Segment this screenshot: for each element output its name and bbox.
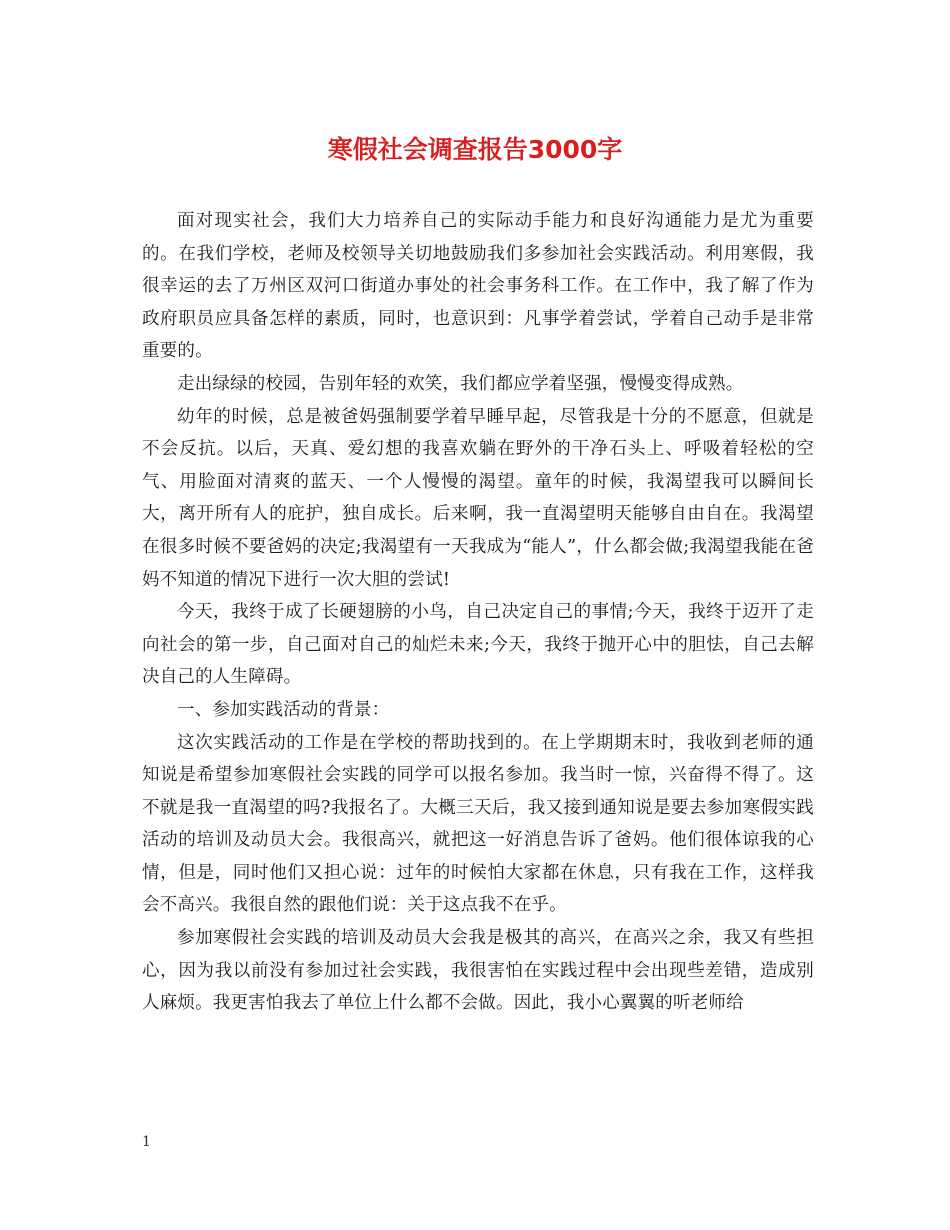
document-title: 寒假社会调查报告3000字: [327, 135, 623, 164]
paragraph: 幼年的时候，总是被爸妈强制要学着早睡早起，尽管我是十分的不愿意，但就是不会反抗。以后，天真、爱幻想的我喜欢躺在野外的干净石头上、呼吸着轻松的空气、用脸面对清爽的蓝天、一个人慢慢的渴望。童年的时候，我渴望我可以瞬间长大，离开所有人的庇护，独自成长。后来啊，我一直渴望明天能够自由自在。我渴望在很多时候不要爸妈的决定;我渴望有一天我成为“能人”，什么都会做;我渴望我能在爸妈不知道的情况下进行一次大胆的尝试!: [142, 406, 814, 590]
paragraph: 今天，我终于成了长硬翅膀的小鸟，自己决定自己的事情;今天，我终于迈开了走向社会的第一步，自己面对自己的灿烂未来;今天，我终于抛开心中的胆怯，自己去解决自己的人生障碍。: [142, 602, 814, 688]
document-body: [142, 205, 814, 1020]
paragraph: 这次实践活动的工作是在学校的帮助找到的。在上学期期末时，我收到老师的通知说是希望参加寒假社会实践的同学可以报名参加。我当时一惊，兴奋得不得了。这不就是我一直渴望的吗?我报名了。大概三天后，我又接到通知说是要去参加寒假实践活动的培训及动员大会。我很高兴，就把这一好消息告诉了爸妈。他们很体谅我的心情，但是，同时他们又担心说：过年的时候怕大家都在休息，只有我在工作，这样我会不高兴。我很自然的跟他们说：关于这点我不在乎。: [142, 732, 814, 916]
section-heading: 一、参加实践活动的背景：: [177, 699, 390, 720]
paragraph: 走出绿绿的校园，告别年轻的欢笑，我们都应学着坚强，慢慢变得成熟。: [177, 373, 744, 394]
page-number: 1: [142, 1134, 151, 1150]
paragraph: 面对现实社会，我们大力培养自己的实际动手能力和良好沟通能力是尤为重要的。在我们学校，老师及校领导关切地鼓励我们多参加社会实践活动。利用寒假，我很幸运的去了万州区双河口街道办事处的社会事务科工作。在工作中，我了解了作为政府职员应具备怎样的素质，同时，也意识到：凡事学着尝试，学着自己动手是非常重要的。: [142, 211, 814, 362]
paragraph: 参加寒假社会实践的培训及动员大会我是极其的高兴，在高兴之余，我又有些担心，因为我以前没有参加过社会实践，我很害怕在实践过程中会出现些差错，造成别人麻烦。我更害怕我去了单位上什么都不会做。因此，我小心翼翼的听老师给: [142, 928, 814, 1014]
